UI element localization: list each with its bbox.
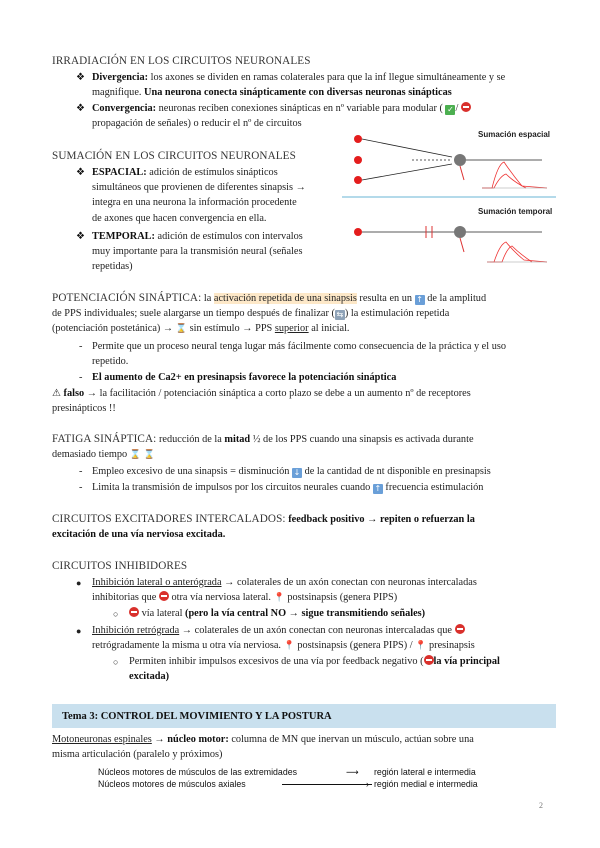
potenciacion-paragraph: [52, 291, 560, 338]
motoneuronas-term: Motoneuronas espinales: [52, 734, 152, 745]
divergencia-item: [92, 70, 562, 100]
pin-icon: 📍: [415, 641, 427, 652]
no-entry-icon: [129, 607, 139, 617]
inhibicion-lateral-item: [92, 575, 560, 606]
nuclei-row-label: Núcleos motores de músculos de las extremidades: [98, 767, 297, 777]
temporal-line: adición de estímulos con intervalos: [154, 231, 303, 242]
neuron-dot: [354, 228, 362, 236]
warning-icon: ⚠: [52, 388, 61, 399]
inh-text: otra vía nerviosa lateral.: [168, 592, 274, 604]
nuclei-row: [98, 766, 518, 778]
arrow-up-icon: ↑: [374, 484, 382, 493]
fatiga-dash-item: [92, 480, 483, 495]
warning-note: [52, 386, 560, 416]
inh-bold: (pero la vía central NO → sigue transmitiendo señales): [185, 608, 426, 619]
target-neuron: [454, 154, 466, 166]
fatiga-text: ½ de los PPS cuando una sinapsis es activada durante: [250, 434, 474, 445]
arrow-line: [282, 784, 372, 785]
summation-figure: [342, 122, 556, 272]
page-number: 2: [539, 801, 543, 810]
nuclei-row-label: Núcleos motores de músculos axiales: [98, 779, 246, 789]
dash-bullet: -: [79, 372, 83, 383]
no-entry-icon: [424, 655, 434, 665]
nuclei-row-target: región lateral e intermedia: [374, 767, 476, 777]
fatiga-paragraph: [52, 432, 560, 463]
inh-text: vía lateral: [139, 608, 186, 619]
excitadores-text: excitación de una vía nerviosa excitada.: [52, 529, 226, 541]
espacial-line: integra en una neurona la información procedente: [92, 197, 297, 209]
fatiga-text: reducción de la: [156, 434, 225, 445]
tema-text: columna de MN que inervan un músculo, actúan sobre una: [228, 734, 474, 745]
pot-dash-text: Permite que un proceso neural tenga lugar más fácilmente como consecuencia de la práctica y el uso: [92, 341, 506, 352]
temporal-line: muy importante para la transmisión neural (señales: [92, 246, 303, 258]
espacial-line: de axones que hacen convergencia en ella.: [92, 212, 267, 224]
divergencia-text2a: magnifique.: [92, 87, 145, 99]
dash-bullet: -: [79, 482, 83, 493]
check-icon: ✓: [447, 105, 454, 114]
espacial-line: adición de estímulos sinápticos: [146, 167, 278, 178]
arrow-head-icon: ›: [366, 779, 369, 789]
pot-text: (potenciación postetánica) →: [52, 323, 176, 335]
arrow-down-icon: ↓: [293, 468, 301, 477]
section-banner: [52, 704, 556, 728]
hourglass-icon: ⌛: [175, 324, 188, 335]
espacial-label: ESPACIAL:: [92, 167, 147, 178]
temporal-label: TEMPORAL:: [92, 231, 155, 242]
pot-dash-item: [92, 339, 562, 369]
heading-fatiga: FATIGA SINÁPTICA:: [52, 433, 157, 445]
inhibicion-lateral-sub: [129, 606, 425, 621]
convergencia-item: Convergencia: neuronas reciben conexiones sinápticas en nº variable para modular ( ✓ / propagación de señales) o reducir el nº de circuitos: [92, 101, 562, 131]
temporal-line: repetidas): [92, 261, 133, 273]
excitadores-text: feedback positivo → repiten o refuerzan la: [285, 514, 475, 525]
fatiga-bold: mitad: [224, 434, 251, 445]
fatiga-dash-text: de la cantidad de nt disponible en presinapsis: [302, 466, 491, 477]
divergencia-text2b: Una neurona conecta sinápticamente con diversas neuronas sinápticas: [144, 87, 452, 99]
convergencia-label: Convergencia:: [92, 103, 157, 114]
espacial-item: [92, 165, 337, 226]
inh-bold: excitada): [129, 671, 170, 683]
fatiga-dash-text: Empleo excesivo de una sinapsis = disminución: [92, 466, 292, 477]
neuron-dot: [354, 176, 362, 184]
section-banner-title: Tema 3: CONTROL DEL MOVIMIENTO Y LA POSTURA: [62, 711, 332, 722]
dash-bullet: -: [79, 466, 83, 477]
fatiga-text: demasiado tiempo: [52, 449, 130, 461]
pot-dash-bold: El aumento de Ca2+ en presinapsis favorece la potenciación sináptica: [92, 372, 397, 383]
inhibicion-retrograda-term: Inhibición retrógrada: [92, 625, 180, 636]
diamond-bullet-icon: ❖: [76, 231, 85, 242]
motoneuronas-paragraph: [52, 732, 560, 762]
fatiga-dash-text: frecuencia estimulación: [382, 482, 484, 493]
inh-text: Permiten inhibir impulsos excesivos de una vía por feedback negativo (: [129, 656, 424, 667]
nuclei-row-target: región medial e intermedia: [374, 779, 478, 789]
tema-bold: núcleo motor:: [167, 734, 229, 745]
fig-spatial-label: Sumación espacial: [478, 130, 551, 139]
convergencia-text2: propagación de señales) o reducir el nº de circuitos: [92, 118, 302, 130]
bullet-dot: ●: [76, 626, 82, 636]
divergencia-text: los axones se dividen en ramas colaterales para que la inf llegue simultáneamente y se: [148, 72, 506, 83]
pot-text: ) la estimulación repetida: [344, 308, 450, 320]
tema-text: →: [151, 734, 168, 745]
arrow-back-icon: ⇆: [336, 310, 344, 320]
bullet-circle: ○: [113, 609, 119, 619]
pot-text: resulta en un: [356, 293, 415, 304]
diamond-bullet-icon: ❖: [76, 103, 85, 114]
pin-icon: 📍: [273, 593, 285, 604]
hourglass-icon: ⌛: [129, 450, 141, 461]
pot-underlined: superior: [274, 323, 309, 335]
heading-excitadores: CIRCUITOS EXCITADORES INTERCALADOS:: [52, 513, 286, 525]
convergencia-text: neuronas reciben conexiones sinápticas en nº variable para modular (: [156, 103, 443, 114]
fig-temporal-label: Sumación temporal: [478, 207, 553, 216]
inh-bold: la vía principal: [433, 656, 500, 667]
inh-text: inhibitorias que: [92, 592, 159, 604]
hourglass-icon: ⌛: [143, 450, 155, 461]
no-entry-icon: [159, 591, 169, 601]
neuron-dot: [354, 135, 362, 143]
warning-text: presinápticos !!: [52, 403, 116, 415]
fatiga-dash-text: Limita la transmisión de impulsos por los circuitos neurales cuando: [92, 482, 373, 493]
pot-text: sin estímulo → PPS: [187, 323, 275, 335]
bullet-circle: ○: [113, 657, 119, 667]
bullet-dot: ●: [76, 578, 82, 588]
heading-sumacion: SUMACIÓN EN LOS CIRCUITOS NEURONALES: [52, 150, 296, 162]
tema-text: misma articulación (paralelo y próximos): [52, 749, 223, 761]
pot-text: de PPS individuales; suele alargarse un tiempo después de finalizar (: [52, 308, 335, 320]
heading-inhibidores: CIRCUITOS INHIBIDORES: [52, 560, 188, 572]
nuclei-row: [98, 778, 518, 790]
warning-text: → la facilitación / potenciación sináptica a corto plazo se debe a un aumento nº de receptores: [84, 388, 471, 399]
inhibicion-retrograda-item: [92, 623, 560, 654]
excitadores-paragraph: [52, 512, 562, 542]
inhibicion-retrograda-sub: [129, 654, 561, 684]
inh-text: postsinapsis (genera PIPS): [284, 592, 398, 604]
pot-text: la: [201, 293, 214, 304]
divergencia-label: Divergencia:: [92, 72, 149, 83]
neuron-dot: [354, 156, 362, 164]
inh-text: retrógradamente la misma u otra vía nerviosa.: [92, 640, 284, 652]
diamond-bullet-icon: ❖: [76, 167, 85, 178]
diamond-bullet-icon: ❖: [76, 72, 85, 83]
inh-text: postsinapsis (genera PIPS) /: [294, 640, 416, 652]
warning-label: falso: [60, 388, 85, 399]
pot-dash-text: repetido.: [92, 356, 129, 368]
pot-text: al inicial.: [308, 323, 350, 335]
inh-text: → colaterales de un axón conectan con neuronas intercaladas: [221, 577, 477, 588]
no-entry-icon: [461, 102, 471, 112]
temporal-item: [92, 229, 337, 275]
highlighted-text: activación repetida de una sinapsis: [213, 293, 357, 304]
no-entry-icon: [455, 624, 465, 634]
pin-icon: 📍: [283, 641, 295, 652]
arrow-icon: ⟶: [346, 767, 359, 777]
heading-potenciacion: POTENCIACIÓN SINÁPTICA:: [52, 292, 202, 304]
nuclei-figure: [98, 766, 518, 790]
fatiga-dash-item: [92, 464, 491, 479]
inh-text: presinapsis: [426, 640, 475, 652]
arrow-up-icon: ↑: [416, 295, 423, 304]
heading-irradiacion: IRRADIACIÓN EN LOS CIRCUITOS NEURONALES: [52, 55, 311, 67]
inh-text: → colaterales de un axón conectan con neuronas intercaladas que: [179, 625, 455, 636]
inhibicion-lateral-term: Inhibición lateral o anterógrada: [92, 577, 222, 588]
dash-bullet: -: [79, 341, 83, 352]
espacial-line: simultáneos que provienen de diferentes sinapsis →: [92, 182, 306, 194]
pot-text: de la amplitud: [424, 293, 487, 304]
target-neuron: [454, 226, 466, 238]
